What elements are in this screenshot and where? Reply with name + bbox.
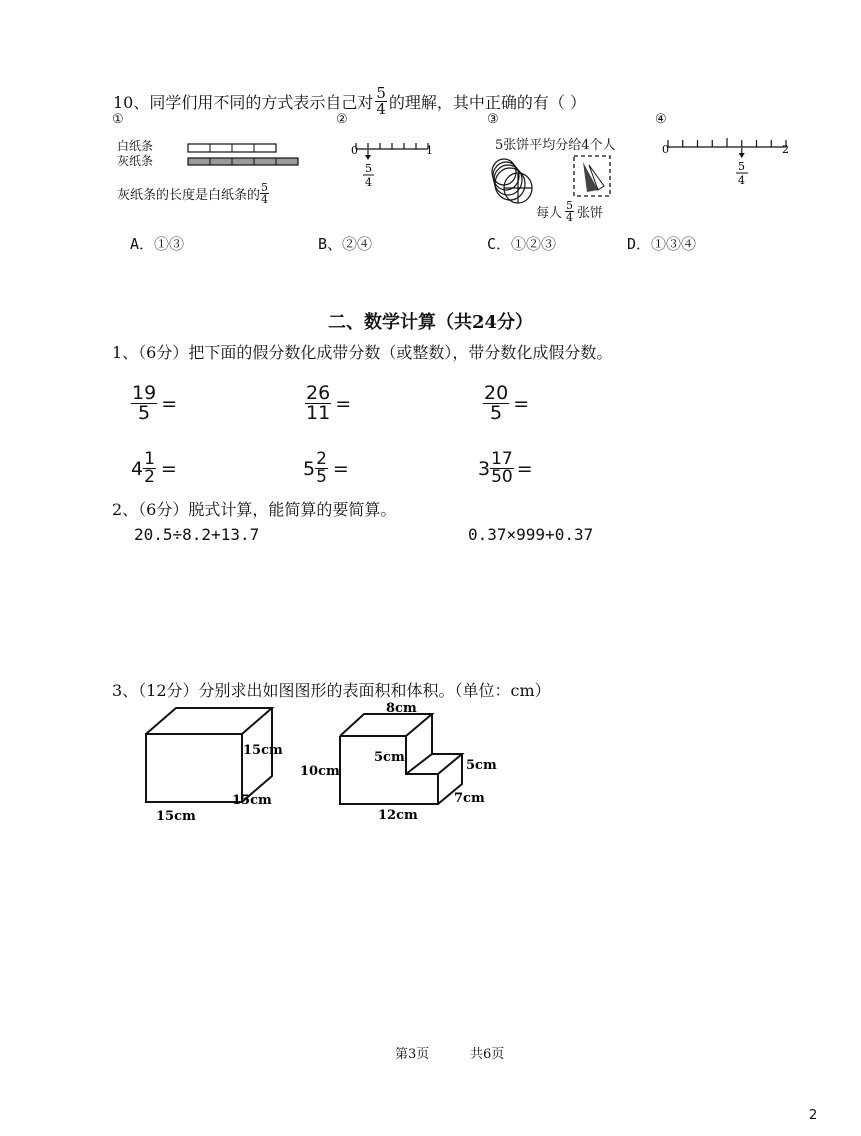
q2-text: 2、（6分）脱式计算，能简算的要简算。 (112, 500, 397, 519)
mixed-2 (303, 451, 349, 486)
nl2-start: 0 (662, 143, 669, 156)
item1-labels (117, 139, 153, 169)
mixed-1-eq: = (160, 457, 177, 480)
q3-text: 3、（12分）分别求出如图图形的表面积和体积。（单位：cm） (112, 681, 551, 700)
q10-prefix: 10、同学们用不同的方式表示自己对 (113, 93, 374, 112)
item3-caption: 5张饼平均分给4个人 (495, 138, 616, 153)
item3-bottom (536, 200, 603, 223)
q10-suffix: 的理解，其中正确的有（ ） (388, 93, 587, 112)
improper-3-eq: = (513, 392, 530, 415)
number-line-0-1 (348, 136, 438, 190)
improper-1-den: 5 (138, 402, 151, 424)
cube-width: 15cm (156, 809, 196, 824)
footer-page: 第3页 (395, 1047, 430, 1062)
nl1-end: 1 (426, 144, 433, 157)
mixed-3-eq: = (516, 457, 533, 480)
step-right: 5cm (466, 758, 497, 773)
cube-figure (140, 700, 300, 825)
option-b: B、②④ (318, 235, 373, 253)
q10-stem (113, 86, 586, 117)
item1-cap-den: 4 (261, 193, 269, 206)
nl2-end: 2 (782, 143, 789, 156)
mixed-3 (478, 451, 533, 486)
item3-num: 5 (566, 199, 574, 212)
section-title: 二、数学计算（共24分） (328, 312, 534, 333)
improper-2-den: 11 (306, 402, 331, 424)
improper-3-num: 20 (484, 382, 509, 404)
mixed-2-num: 2 (316, 449, 327, 469)
improper-1 (131, 384, 177, 423)
white-strip-label: 白纸条 (117, 139, 154, 153)
mixed-1 (131, 451, 177, 486)
improper-2-eq: = (335, 392, 352, 415)
expr-2: 0.37×999+0.37 (468, 525, 594, 544)
footer-total: 共6页 (470, 1047, 505, 1062)
step-figure (298, 700, 508, 825)
nl2-num: 5 (738, 160, 745, 173)
step-depth: 7cm (454, 791, 485, 806)
improper-3-den: 5 (490, 402, 503, 424)
q1-text: 1、（6分）把下面的假分数化成带分数（或整数），带分数化成假分数。 (112, 343, 613, 362)
nl1-den: 4 (365, 176, 372, 189)
mixed-1-num: 1 (144, 449, 155, 469)
step-left: 10cm (300, 764, 340, 779)
nl1-num: 5 (365, 162, 372, 175)
option-d: D．①③④ (627, 235, 697, 253)
nl2-den: 4 (738, 174, 745, 187)
item1-cap-num: 5 (261, 181, 269, 194)
mixed-1-whole: 4 (131, 457, 144, 480)
number-line-0-2 (660, 136, 792, 190)
cube-height: 15cm (243, 743, 283, 758)
q10-frac-num: 5 (376, 84, 386, 102)
option-c: C．①②③ (487, 235, 557, 253)
nl1-start: 0 (351, 144, 358, 157)
improper-1-eq: = (161, 392, 178, 415)
item2-mark: ② (336, 112, 348, 127)
corner-page-number: 2 (809, 1108, 818, 1123)
item3-frac (565, 200, 574, 223)
item3-mark: ③ (487, 112, 499, 127)
improper-3 (483, 384, 529, 423)
mixed-3-den: 50 (491, 467, 513, 487)
improper-2-num: 26 (306, 382, 331, 404)
item3-bottom-pre: 每人 (536, 206, 563, 221)
option-a: A．①③ (130, 235, 185, 253)
cube-depth: 15cm (232, 793, 272, 808)
improper-1-num: 19 (132, 382, 157, 404)
mixed-3-whole: 3 (478, 457, 491, 480)
item3-bottom-post: 张饼 (577, 206, 604, 221)
step-bottom: 12cm (378, 808, 418, 823)
item1-caption-text: 灰纸条的长度是白纸条的 (117, 188, 261, 203)
mixed-2-whole: 5 (303, 457, 316, 480)
mixed-2-den: 5 (316, 467, 327, 487)
item1-mark: ① (112, 112, 124, 127)
item1-caption-frac (260, 182, 269, 205)
q10-frac-den: 4 (376, 100, 386, 118)
item4-mark: ④ (655, 112, 667, 127)
gray-strip-label: 灰纸条 (117, 154, 154, 168)
item1-caption (117, 182, 269, 205)
step-inner: 5cm (374, 750, 405, 765)
expr-1: 20.5÷8.2+13.7 (134, 525, 260, 544)
item3-den: 4 (566, 211, 574, 224)
paper-strips-figure (186, 141, 302, 171)
mixed-2-eq: = (332, 457, 349, 480)
mixed-1-den: 2 (144, 467, 155, 487)
q10-fraction (375, 86, 387, 117)
mixed-3-num: 17 (491, 449, 513, 469)
improper-2 (305, 384, 351, 423)
step-top: 8cm (386, 701, 417, 716)
